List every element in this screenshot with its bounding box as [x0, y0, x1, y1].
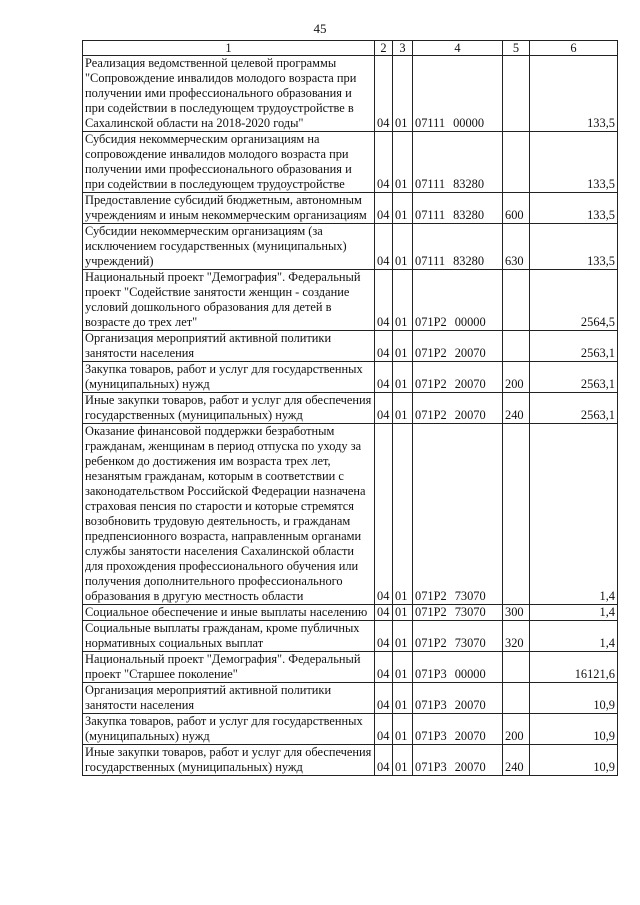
- target-article-code: [413, 714, 503, 745]
- expense-type-code: [503, 132, 530, 193]
- target-article-program: 071P2: [415, 605, 447, 619]
- subsection-code: 01: [393, 193, 413, 224]
- subsection-code: 01: [393, 745, 413, 776]
- target-article-direction: 20070: [454, 377, 486, 391]
- amount: 2563,1: [530, 331, 618, 362]
- amount: 2563,1: [530, 362, 618, 393]
- target-article-direction: 83280: [453, 208, 485, 222]
- target-article-program: 071P2: [415, 636, 447, 650]
- expense-type-code: [503, 652, 530, 683]
- row-name: Иные закупки товаров, работ и услуг для обеспечения государственных (муниципальных) нужд: [83, 393, 375, 424]
- expense-type-code: 320: [503, 621, 530, 652]
- amount: 133,5: [530, 56, 618, 132]
- expense-type-code: 200: [503, 714, 530, 745]
- amount: 10,9: [530, 683, 618, 714]
- target-article-direction: 00000: [453, 116, 485, 130]
- row-name: Национальный проект "Демография". Федеральный проект "Содействие занятости женщин - создание условий дошкольного образования для детей в возрасте до трех лет": [83, 270, 375, 331]
- target-article-direction: 20070: [454, 346, 486, 360]
- target-article-code: [413, 605, 503, 621]
- expense-type-code: 630: [503, 224, 530, 270]
- section-code: 04: [375, 605, 393, 621]
- row-name: Организация мероприятий активной политики занятости населения: [83, 331, 375, 362]
- target-article-code: [413, 193, 503, 224]
- target-article-direction: 20070: [454, 729, 486, 743]
- target-article-code: [413, 331, 503, 362]
- subsection-code: 01: [393, 621, 413, 652]
- expense-type-code: [503, 56, 530, 132]
- target-article-code: [413, 745, 503, 776]
- row-name: Субсидия некоммерческим организациям на сопровождение инвалидов молодого возраста при получении ими профессионального образования и при содействии в последующем трудоустройстве: [83, 132, 375, 193]
- expense-type-code: [503, 331, 530, 362]
- target-article-code: [413, 224, 503, 270]
- amount: 2563,1: [530, 393, 618, 424]
- subsection-code: 01: [393, 714, 413, 745]
- target-article-code: [413, 652, 503, 683]
- row-name: Предоставление субсидий бюджетным, автономным учреждениям и иным некоммерческим организациям: [83, 193, 375, 224]
- target-article-code: [413, 393, 503, 424]
- table-row: [83, 393, 618, 424]
- column-header: 5: [503, 41, 530, 56]
- expense-type-code: [503, 270, 530, 331]
- page-number: 45: [313, 21, 327, 36]
- target-article-direction: 73070: [454, 589, 486, 603]
- table-row: [83, 224, 618, 270]
- amount: 133,5: [530, 132, 618, 193]
- table-body: [83, 56, 618, 776]
- target-article-code: [413, 621, 503, 652]
- column-header: 3: [393, 41, 413, 56]
- amount: 10,9: [530, 745, 618, 776]
- amount: 133,5: [530, 224, 618, 270]
- target-article-program: 071P3: [415, 729, 447, 743]
- amount: 16121,6: [530, 652, 618, 683]
- expense-type-code: 240: [503, 745, 530, 776]
- row-name: Социальное обеспечение и иные выплаты населению: [83, 605, 375, 621]
- row-name: Национальный проект "Демография". Федеральный проект "Старшее поколение": [83, 652, 375, 683]
- amount: 1,4: [530, 424, 618, 605]
- table-row: [83, 331, 618, 362]
- row-name: Социальные выплаты гражданам, кроме публичных нормативных социальных выплат: [83, 621, 375, 652]
- expense-type-code: 200: [503, 362, 530, 393]
- target-article-program: 07111: [415, 208, 446, 222]
- target-article-code: [413, 362, 503, 393]
- subsection-code: 01: [393, 424, 413, 605]
- section-code: 04: [375, 745, 393, 776]
- target-article-program: 07111: [415, 254, 446, 268]
- table-row: [83, 56, 618, 132]
- expense-type-code: [503, 683, 530, 714]
- table-row: [83, 424, 618, 605]
- row-name: Закупка товаров, работ и услуг для государственных (муниципальных) нужд: [83, 362, 375, 393]
- amount: 133,5: [530, 193, 618, 224]
- expense-type-code: [503, 424, 530, 605]
- section-code: 04: [375, 270, 393, 331]
- table-row: [83, 362, 618, 393]
- subsection-code: 01: [393, 132, 413, 193]
- target-article-program: 071P2: [415, 408, 447, 422]
- column-header: 4: [413, 41, 503, 56]
- subsection-code: 01: [393, 393, 413, 424]
- subsection-code: 01: [393, 56, 413, 132]
- table-row: [83, 714, 618, 745]
- table-row: [83, 132, 618, 193]
- section-code: 04: [375, 683, 393, 714]
- target-article-code: [413, 424, 503, 605]
- target-article-code: [413, 683, 503, 714]
- section-code: 04: [375, 132, 393, 193]
- subsection-code: 01: [393, 362, 413, 393]
- section-code: 04: [375, 714, 393, 745]
- target-article-direction: 20070: [454, 698, 486, 712]
- table-row: [83, 193, 618, 224]
- target-article-direction: 73070: [454, 605, 486, 619]
- table-row: [83, 605, 618, 621]
- row-name: Организация мероприятий активной политики занятости населения: [83, 683, 375, 714]
- column-header: 2: [375, 41, 393, 56]
- budget-table: [82, 40, 618, 776]
- amount: 1,4: [530, 621, 618, 652]
- row-name: Реализация ведомственной целевой программы "Сопровождение инвалидов молодого возраста при получении ими профессионального образования и при содействии в последующем трудоустройстве в Сахалинской области на 2018-2020 годы": [83, 56, 375, 132]
- target-article-program: 07111: [415, 177, 446, 191]
- target-article-direction: 73070: [454, 636, 486, 650]
- amount: 2564,5: [530, 270, 618, 331]
- section-code: 04: [375, 331, 393, 362]
- section-code: 04: [375, 652, 393, 683]
- section-code: 04: [375, 621, 393, 652]
- target-article-direction: 83280: [453, 254, 485, 268]
- amount: 1,4: [530, 605, 618, 621]
- section-code: 04: [375, 362, 393, 393]
- expense-type-code: 240: [503, 393, 530, 424]
- column-header: 1: [83, 41, 375, 56]
- target-article-program: 071P3: [415, 698, 447, 712]
- table-row: [83, 745, 618, 776]
- target-article-code: [413, 56, 503, 132]
- row-name: Закупка товаров, работ и услуг для государственных (муниципальных) нужд: [83, 714, 375, 745]
- row-name: Субсидии некоммерческим организациям (за исключением государственных (муниципальных) учреждений): [83, 224, 375, 270]
- table-row: [83, 270, 618, 331]
- subsection-code: 01: [393, 270, 413, 331]
- target-article-direction: 83280: [453, 177, 485, 191]
- column-header: 6: [530, 41, 618, 56]
- section-code: 04: [375, 224, 393, 270]
- subsection-code: 01: [393, 224, 413, 270]
- target-article-program: 071P3: [415, 667, 447, 681]
- target-article-program: 071P2: [415, 346, 447, 360]
- expense-type-code: 300: [503, 605, 530, 621]
- subsection-code: 01: [393, 331, 413, 362]
- table-row: [83, 683, 618, 714]
- section-code: 04: [375, 424, 393, 605]
- table-row: [83, 652, 618, 683]
- target-article-direction: 20070: [454, 408, 486, 422]
- section-code: 04: [375, 56, 393, 132]
- target-article-direction: 00000: [454, 315, 486, 329]
- amount: 10,9: [530, 714, 618, 745]
- target-article-program: 07111: [415, 116, 446, 130]
- subsection-code: 01: [393, 652, 413, 683]
- target-article-program: 071P2: [415, 589, 447, 603]
- header-row: [83, 41, 618, 56]
- subsection-code: 01: [393, 605, 413, 621]
- target-article-direction: 20070: [454, 760, 486, 774]
- subsection-code: 01: [393, 683, 413, 714]
- target-article-direction: 00000: [454, 667, 486, 681]
- target-article-program: 071P3: [415, 760, 447, 774]
- target-article-code: [413, 132, 503, 193]
- row-name: Оказание финансовой поддержки безработным гражданам, женщинам в период отпуска по уходу за ребенком до достижения им возраста трех лет, незанятым гражданам, которым в соответствии с законодательством Российской Федерации назначена страховая пенсия по старости и которые стремятся возобновить трудовую деятельность, и гражданам предпенсионного возраста, направленным органами службы занятости населения Сахалинской области для прохождения профессионального обучения или получения дополнительного профессионального образования в другую местность области: [83, 424, 375, 605]
- expense-type-code: 600: [503, 193, 530, 224]
- target-article-code: [413, 270, 503, 331]
- target-article-program: 071P2: [415, 377, 447, 391]
- section-code: 04: [375, 393, 393, 424]
- section-code: 04: [375, 193, 393, 224]
- row-name: Иные закупки товаров, работ и услуг для обеспечения государственных (муниципальных) нужд: [83, 745, 375, 776]
- target-article-program: 071P2: [415, 315, 447, 329]
- table-row: [83, 621, 618, 652]
